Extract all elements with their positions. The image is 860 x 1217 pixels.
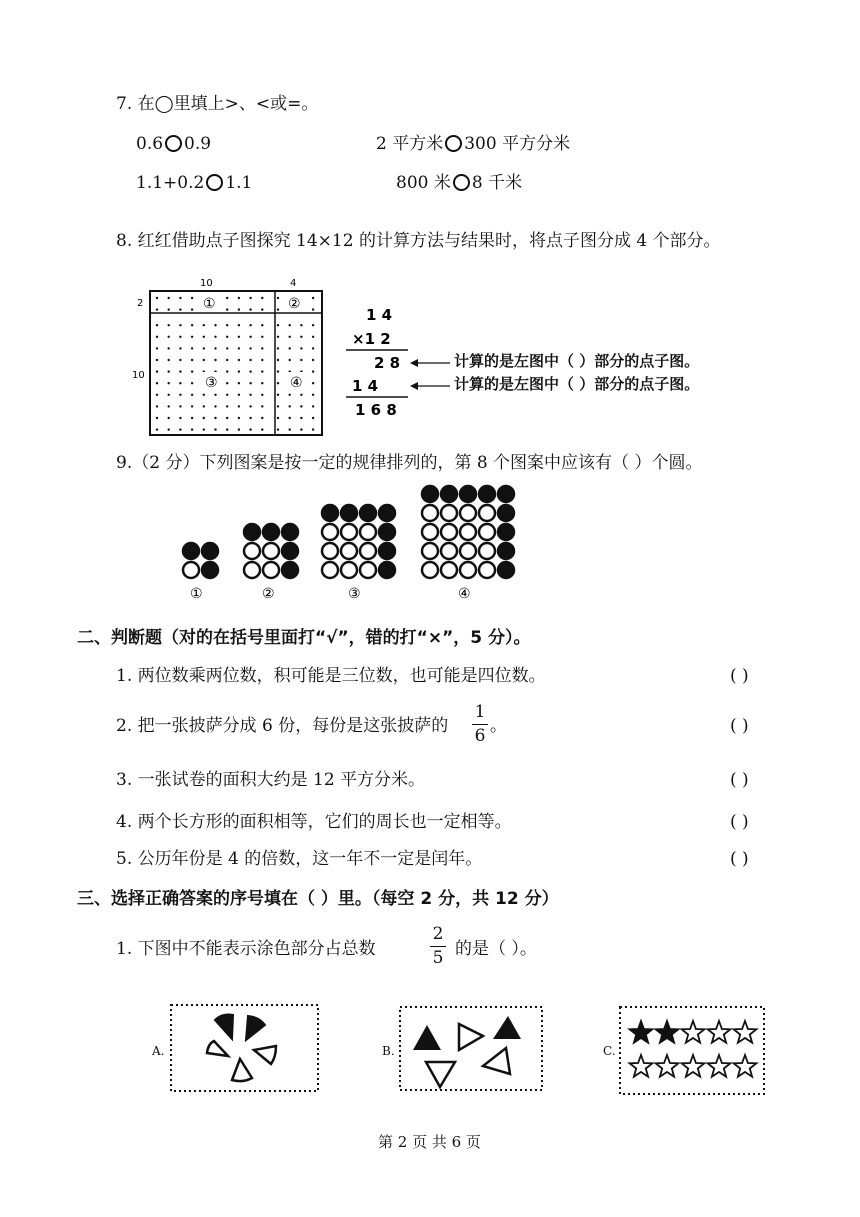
grid-dot — [191, 382, 193, 384]
pattern-circle-filled — [379, 543, 395, 559]
grid-dot — [238, 308, 240, 310]
grid-dot — [238, 428, 240, 430]
grid-dot — [179, 336, 181, 338]
circle-patterns — [183, 486, 514, 578]
grid-dot — [168, 336, 170, 338]
star-empty — [682, 1021, 705, 1043]
grid-dot — [238, 359, 240, 361]
triangle-shaded — [413, 1025, 441, 1050]
grid-dot — [289, 324, 291, 326]
grid-dot — [156, 428, 158, 430]
grid-dot — [300, 394, 302, 396]
triangle-empty — [426, 1062, 455, 1087]
grid-dot — [249, 370, 251, 372]
grid-dot — [261, 347, 263, 349]
option-a-figure — [207, 1015, 276, 1082]
pattern-circle-filled — [379, 524, 395, 540]
pattern-circle-filled — [263, 524, 279, 540]
pattern-circle-empty — [460, 524, 476, 540]
grid-dot — [261, 405, 263, 407]
pattern-circle-empty — [322, 524, 338, 540]
grid-dot — [214, 347, 216, 349]
grid-dot — [277, 347, 279, 349]
grid-dot — [277, 297, 279, 299]
section3-title: 三、选择正确答案的序号填在（ ）里。（每空 2 分，共 12 分） — [77, 889, 559, 909]
grid-dot — [249, 336, 251, 338]
pattern-circle-empty — [441, 543, 457, 559]
q7-item-4-right: 8 千米 — [471, 173, 523, 193]
grid-label-side-bottom: 10 — [132, 370, 145, 381]
pattern-circle-filled — [379, 562, 395, 578]
grid-dot — [226, 324, 228, 326]
option-b-label[interactable]: B. — [382, 1044, 395, 1058]
sector-empty — [207, 1041, 228, 1056]
grid-dot — [156, 382, 158, 384]
grid-dot — [214, 405, 216, 407]
pattern-circle-empty — [422, 562, 438, 578]
judge-answer-2[interactable]: ( ) — [730, 716, 749, 736]
grid-dot — [289, 394, 291, 396]
grid-dot — [277, 382, 279, 384]
grid-dot — [168, 428, 170, 430]
pattern-circle-empty — [479, 562, 495, 578]
q7-item-2-left: 2 平方米 — [376, 134, 444, 154]
pattern-circle-filled — [244, 524, 260, 540]
grid-dot — [168, 324, 170, 326]
judge-item-3: 3. 一张试卷的面积大约是 12 平方分米。 — [116, 770, 426, 790]
grid-dot — [238, 324, 240, 326]
pattern-circle-filled — [202, 543, 218, 559]
grid-dot — [312, 394, 314, 396]
pattern-circle-empty — [341, 543, 357, 559]
grid-dot — [191, 308, 193, 310]
grid-dot — [261, 336, 263, 338]
option-b-figure — [413, 1016, 521, 1087]
sector-shaded — [246, 1016, 265, 1040]
grid-dot — [226, 336, 228, 338]
grid-dot — [261, 308, 263, 310]
pattern-circle-empty — [441, 562, 457, 578]
grid-dot — [191, 324, 193, 326]
pattern-circle-empty — [422, 524, 438, 540]
fraction-numerator: 2 — [432, 924, 444, 944]
grid-dot — [191, 394, 193, 396]
grid-dot — [277, 336, 279, 338]
grid-dot — [179, 347, 181, 349]
option-c-stars — [630, 1021, 757, 1077]
q7-item-1-right: 0.9 — [184, 134, 212, 154]
grid-dot — [203, 324, 205, 326]
grid-dot — [191, 359, 193, 361]
star-empty — [734, 1021, 757, 1043]
grid-dot — [179, 308, 181, 310]
grid-dot — [191, 417, 193, 419]
grid-dot — [300, 336, 302, 338]
grid-dot — [203, 394, 205, 396]
q8-note-1: 计算的是左图中（ ）部分的点子图。 — [454, 352, 700, 370]
grid-dot — [312, 359, 314, 361]
grid-dot — [261, 417, 263, 419]
q7-item-1-left: 0.6 — [136, 134, 164, 154]
pattern-circle-filled — [282, 524, 298, 540]
grid-dot — [214, 324, 216, 326]
grid-dot — [191, 297, 193, 299]
grid-dot — [168, 297, 170, 299]
grid-dot — [312, 347, 314, 349]
grid-dot — [214, 336, 216, 338]
grid-dot — [226, 382, 228, 384]
grid-dot — [249, 417, 251, 419]
grid-dot — [203, 359, 205, 361]
grid-dot — [226, 297, 228, 299]
arrow-2-head — [410, 382, 418, 390]
grid-dot — [156, 308, 158, 310]
grid-dot — [168, 417, 170, 419]
pattern-circle-filled — [498, 543, 514, 559]
grid-dot — [226, 428, 228, 430]
grid-dot — [312, 336, 314, 338]
pattern-circle-filled — [183, 543, 199, 559]
star-empty — [708, 1055, 731, 1077]
grid-dot — [226, 405, 228, 407]
calc-line-2: ×1 2 — [352, 330, 391, 348]
grid-dot — [168, 359, 170, 361]
fraction-denominator: 5 — [432, 948, 444, 968]
choice-q1-after: 的是（ ）。 — [455, 939, 537, 959]
pattern-label-4: ④ — [458, 586, 471, 602]
grid-dot — [277, 428, 279, 430]
grid-dot — [312, 428, 314, 430]
grid-dot — [226, 417, 228, 419]
grid-dot — [156, 417, 158, 419]
pattern-circle-filled — [202, 562, 218, 578]
pattern-circle-filled — [479, 486, 495, 502]
grid-label-top-right: 4 — [290, 278, 297, 289]
star-filled — [656, 1021, 679, 1043]
choice-q1-text: 1. 下图中不能表示涂色部分占总数 — [116, 939, 376, 959]
grid-dot — [300, 324, 302, 326]
pattern-circle-filled — [360, 505, 376, 521]
grid-dot — [179, 428, 181, 430]
sector-empty — [232, 1059, 252, 1081]
triangle-empty — [483, 1048, 510, 1074]
pattern-circle-empty — [422, 505, 438, 521]
pattern-circle-filled — [341, 505, 357, 521]
grid-dot — [168, 405, 170, 407]
grid-dot — [312, 308, 314, 310]
judge-item-4: 4. 两个长方形的面积相等，它们的周长也一定相等。 — [116, 812, 512, 832]
section2-title: 二、判断题（对的在括号里面打“√”，错的打“×”，5 分）。 — [77, 628, 531, 648]
grid-dot — [226, 370, 228, 372]
pattern-circle-filled — [379, 505, 395, 521]
grid-dot — [179, 324, 181, 326]
pattern-circle-filled — [498, 505, 514, 521]
pattern-circle-empty — [422, 543, 438, 559]
grid-dot — [238, 382, 240, 384]
grid-dot — [261, 382, 263, 384]
grid-dot — [179, 370, 181, 372]
region-3-label: ③ — [205, 375, 218, 391]
grid-dot — [238, 394, 240, 396]
region-4-label: ④ — [290, 375, 303, 391]
q7-title: 7. 在◯里填上>、<或=。 — [116, 94, 319, 114]
grid-dot — [289, 428, 291, 430]
grid-dot — [179, 297, 181, 299]
grid-dot — [156, 336, 158, 338]
grid-dot — [238, 405, 240, 407]
pattern-circle-filled — [498, 524, 514, 540]
arrow-1-head — [410, 359, 418, 367]
grid-dot — [249, 324, 251, 326]
grid-dot — [238, 336, 240, 338]
grid-dot — [168, 308, 170, 310]
sector-shaded — [215, 1015, 233, 1039]
pattern-circle-filled — [282, 562, 298, 578]
grid-dot — [156, 359, 158, 361]
pattern-circle-filled — [282, 543, 298, 559]
q7-item-2-right: 300 平方分米 — [464, 134, 571, 154]
grid-dot — [312, 405, 314, 407]
triangle-shaded — [493, 1016, 521, 1039]
pattern-circle-empty — [263, 562, 279, 578]
judge-item-5: 5. 公历年份是 4 的倍数，这一年不一定是闰年。 — [116, 849, 483, 869]
pattern-circle-empty — [360, 524, 376, 540]
grid-dot — [226, 308, 228, 310]
judge-answer-3[interactable]: ( ) — [730, 770, 749, 790]
pattern-circle-empty — [441, 524, 457, 540]
judge-item-2-fraction — [472, 704, 488, 745]
grid-dot — [203, 405, 205, 407]
pattern-circle-empty — [244, 562, 260, 578]
grid-dot — [261, 428, 263, 430]
grid-dot — [277, 370, 279, 372]
grid-dot — [179, 394, 181, 396]
sector-empty — [254, 1046, 276, 1064]
grid-dot — [179, 417, 181, 419]
grid-dot — [289, 336, 291, 338]
fraction-numerator: 1 — [474, 702, 486, 722]
grid-dot — [300, 347, 302, 349]
grid-dot — [238, 370, 240, 372]
pattern-circle-empty — [441, 505, 457, 521]
grid-dot — [277, 417, 279, 419]
grid-dot — [277, 405, 279, 407]
grid-dot — [261, 297, 263, 299]
grid-dot — [261, 324, 263, 326]
grid-dot — [226, 347, 228, 349]
pattern-circle-empty — [341, 524, 357, 540]
judge-answer-1[interactable]: ( ) — [730, 666, 749, 686]
q7-item-3-left: 1.1+0.2 — [136, 173, 205, 193]
pattern-circle-empty — [460, 505, 476, 521]
grid-dot — [226, 359, 228, 361]
grid-dot — [300, 405, 302, 407]
grid-dot — [191, 336, 193, 338]
calc-line-3: 2 8 — [374, 354, 401, 372]
grid-dot — [156, 297, 158, 299]
pattern-circle-empty — [360, 543, 376, 559]
judge-answer-5[interactable]: ( ) — [730, 849, 749, 869]
grid-dot — [312, 297, 314, 299]
grid-dot — [300, 417, 302, 419]
grid-dot — [156, 405, 158, 407]
grid-dot — [261, 359, 263, 361]
grid-dot — [168, 382, 170, 384]
pattern-circle-filled — [498, 486, 514, 502]
pattern-label-3: ③ — [348, 586, 361, 602]
grid-dot — [249, 359, 251, 361]
judge-item-2: 2. 把一张披萨分成 6 份，每份是这张披萨的 — [116, 716, 449, 736]
grid-dot — [179, 382, 181, 384]
grid-dots — [156, 297, 314, 431]
pattern-circle-empty — [360, 562, 376, 578]
option-a-label[interactable]: A. — [152, 1044, 165, 1058]
star-filled — [630, 1021, 653, 1043]
calc-line-1: 1 4 — [366, 306, 393, 324]
grid-dot — [277, 359, 279, 361]
grid-dot — [191, 347, 193, 349]
pattern-circle-empty — [183, 562, 199, 578]
grid-dot — [191, 370, 193, 372]
grid-dot — [300, 359, 302, 361]
star-empty — [708, 1021, 731, 1043]
calc-line-5: 1 6 8 — [355, 401, 397, 419]
grid-dot — [277, 394, 279, 396]
q7-item-4-left: 800 米 — [396, 173, 451, 193]
pattern-circle-empty — [479, 524, 495, 540]
region-1-label: ① — [203, 296, 216, 312]
star-empty — [630, 1055, 653, 1077]
star-empty — [734, 1055, 757, 1077]
grid-dot — [312, 382, 314, 384]
pattern-circle-empty — [479, 543, 495, 559]
grid-dot — [289, 347, 291, 349]
pattern-circle-empty — [460, 543, 476, 559]
grid-dot — [300, 428, 302, 430]
grid-dot — [249, 382, 251, 384]
star-empty — [656, 1055, 679, 1077]
grid-dot — [214, 394, 216, 396]
triangle-empty — [459, 1024, 483, 1050]
grid-dot — [312, 370, 314, 372]
pattern-circle-empty — [460, 562, 476, 578]
q8-note-2: 计算的是左图中（ ）部分的点子图。 — [454, 375, 700, 393]
grid-dot — [238, 297, 240, 299]
grid-dot — [289, 417, 291, 419]
grid-dot — [156, 394, 158, 396]
grid-dot — [289, 405, 291, 407]
judge-answer-4[interactable]: ( ) — [730, 812, 749, 832]
pattern-circle-empty — [322, 543, 338, 559]
grid-dot — [168, 347, 170, 349]
grid-dot — [289, 359, 291, 361]
grid-dot — [203, 417, 205, 419]
pattern-circle-empty — [263, 543, 279, 559]
pattern-circle-empty — [479, 505, 495, 521]
grid-dot — [203, 347, 205, 349]
pattern-circle-filled — [422, 486, 438, 502]
grid-dot — [203, 428, 205, 430]
grid-dot — [238, 417, 240, 419]
grid-dot — [168, 370, 170, 372]
option-c-label[interactable]: C. — [603, 1044, 616, 1058]
pattern-circle-filled — [498, 562, 514, 578]
choice-q1-fraction — [430, 926, 446, 967]
fraction-denominator: 6 — [474, 726, 486, 746]
grid-dot — [203, 336, 205, 338]
grid-label-side-top: 2 — [137, 298, 144, 309]
q9-title: 9.（2 分）下列图案是按一定的规律排列的，第 8 个图案中应该有（ ）个圆。 — [116, 453, 703, 473]
page-footer: 第 2 页 共 6 页 — [378, 1133, 481, 1151]
grid-dot — [179, 405, 181, 407]
pattern-circle-empty — [341, 562, 357, 578]
grid-dot — [238, 347, 240, 349]
pattern-circle-filled — [460, 486, 476, 502]
grid-dot — [312, 324, 314, 326]
grid-dot — [191, 428, 193, 430]
grid-dot — [249, 428, 251, 430]
grid-dot — [179, 359, 181, 361]
grid-dot — [261, 394, 263, 396]
grid-dot — [277, 324, 279, 326]
grid-dot — [214, 428, 216, 430]
q7-item-3-right: 1.1 — [225, 173, 253, 193]
grid-dot — [249, 297, 251, 299]
calc-line-4: 1 4 — [352, 377, 379, 395]
region-2-label: ② — [288, 296, 301, 312]
q8-title: 8. 红红借助点子图探究 14×12 的计算方法与结果时，将点子图分成 4 个部分。 — [116, 231, 721, 251]
grid-dot — [249, 347, 251, 349]
judge-item-2-period: 。 — [490, 716, 507, 736]
grid-dot — [249, 394, 251, 396]
grid-dot — [156, 347, 158, 349]
grid-dot — [312, 417, 314, 419]
judge-item-1: 1. 两位数乘两位数，积可能是三位数，也可能是四位数。 — [116, 666, 546, 686]
grid-dot — [156, 324, 158, 326]
pattern-circle-filled — [441, 486, 457, 502]
grid-label-top-left: 10 — [200, 278, 213, 289]
pattern-label-2: ② — [262, 586, 275, 602]
star-empty — [682, 1055, 705, 1077]
grid-dot — [191, 405, 193, 407]
pattern-circle-empty — [244, 543, 260, 559]
grid-dot — [214, 359, 216, 361]
grid-dot — [277, 308, 279, 310]
grid-dot — [261, 370, 263, 372]
grid-dot — [249, 405, 251, 407]
grid-dot — [156, 370, 158, 372]
grid-dot — [214, 417, 216, 419]
grid-dot — [168, 394, 170, 396]
pattern-circle-empty — [322, 562, 338, 578]
grid-dot — [226, 394, 228, 396]
pattern-circle-filled — [322, 505, 338, 521]
grid-dot — [249, 308, 251, 310]
pattern-label-1: ① — [190, 586, 203, 602]
